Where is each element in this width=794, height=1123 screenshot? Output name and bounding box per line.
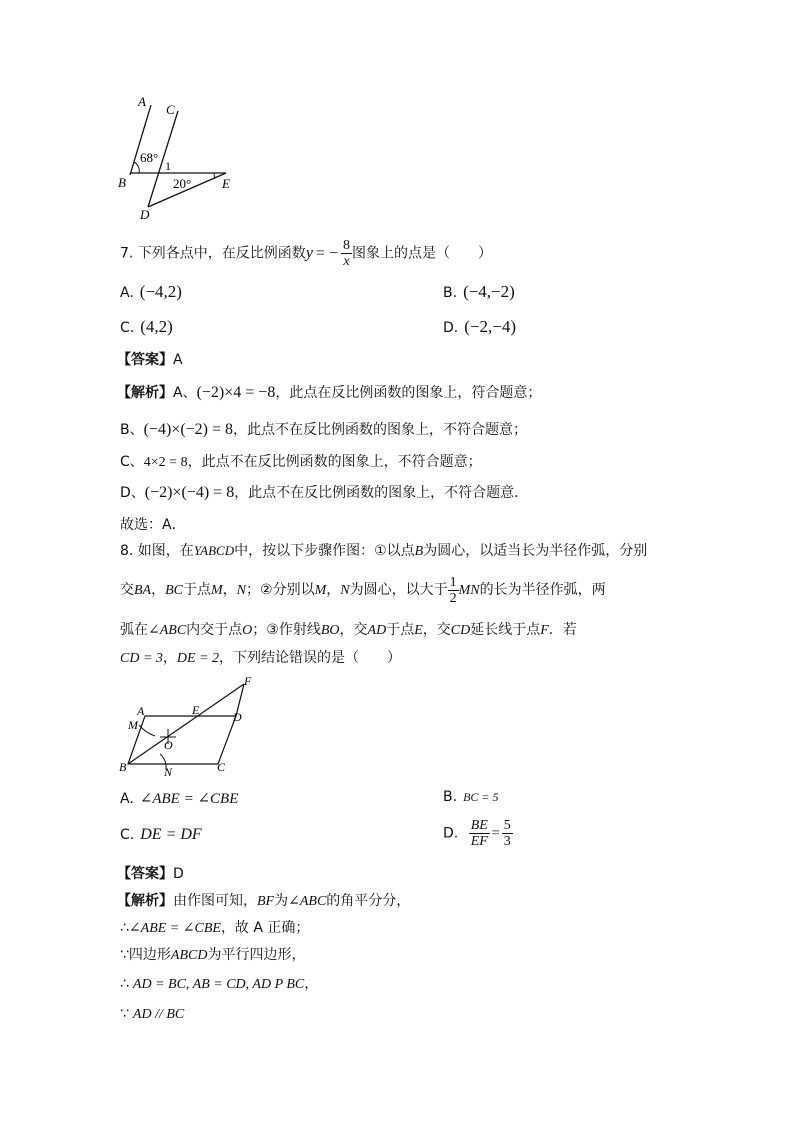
q8-analysis-line-2: ∴∠ABE = ∠CBE，故 A 正确； bbox=[120, 920, 310, 936]
q8-analysis-line-3: ∵四边形ABCD为平行四边形， bbox=[120, 947, 306, 963]
label-C: C bbox=[217, 760, 226, 774]
label-F: F bbox=[244, 674, 252, 688]
q7-conclusion: 故选：A． bbox=[120, 517, 186, 533]
label-D: D bbox=[233, 710, 242, 724]
q7-analysis-line-1: 【解析】A、(−2)×4 = −8，此点在反比例函数的图象上，符合题意； bbox=[117, 384, 542, 401]
ray-BF bbox=[128, 684, 244, 764]
q8-option-a[interactable]: A. ∠ABE = ∠CBE bbox=[120, 791, 239, 807]
q8-analysis-line-5: ∵ AD // BC bbox=[120, 1006, 185, 1022]
label-O: O bbox=[164, 738, 173, 752]
q7-option-b[interactable]: B. (−4,−2) bbox=[443, 282, 515, 301]
q8-option-b[interactable]: B. BC = 5 bbox=[443, 789, 499, 805]
label-angle-68: 68° bbox=[140, 150, 159, 165]
q7-stem: 7. 下列各点中，在反比例函数y = − $\frac{8}{x}$ 图象上的点是（ ） bbox=[120, 238, 492, 269]
figure-angle-diagram bbox=[110, 92, 250, 222]
label-C: C bbox=[166, 102, 175, 117]
label-B: B bbox=[119, 760, 127, 774]
label-A: A bbox=[137, 704, 145, 718]
q8-analysis-line-1: 【解析】由作图可知，BF为∠ABC的角平分分， bbox=[117, 893, 411, 909]
q7-analysis-line-2: B、(−4)×(−2) = 8，此点不在反比例函数的图象上，不符合题意； bbox=[120, 421, 528, 438]
q8-option-d-fraction-left: $\frac{BE}{EF}$ bbox=[470, 818, 488, 849]
label-E: E bbox=[192, 703, 200, 717]
label-E: E bbox=[222, 176, 230, 191]
q8-half-fraction: $\frac{1}{2}$ bbox=[449, 574, 457, 606]
q8-answer: 【答案】D bbox=[117, 866, 184, 882]
q8-stem-line-3: 弧在∠ABC内交于点O；③作射线BO，交AD于点E，交CD延长线于点F．若 bbox=[120, 622, 577, 638]
q8-option-d-fraction-right: $\frac{5}{3}$ bbox=[503, 818, 511, 849]
q7-func-y: y bbox=[305, 244, 313, 262]
label-B: B bbox=[118, 175, 126, 190]
label-A: A bbox=[138, 94, 146, 109]
label-angle-20: 20° bbox=[173, 176, 192, 191]
label-1: 1 bbox=[165, 159, 171, 173]
q7-analysis-line-4: D、(−2)×(−4) = 8，此点不在反比例函数的图象上，不符合题意． bbox=[120, 484, 529, 501]
angle-arc-E bbox=[214, 173, 215, 178]
figure-parallelogram bbox=[112, 672, 264, 784]
label-N: N bbox=[164, 765, 173, 779]
q8-stem-line-4: CD = 3，DE = 2，下列结论错误的是（ ） bbox=[120, 650, 402, 666]
q8-stem-line-2: 交BA，BC于点M，N；②分别以M，N为圆心，以大于 $\frac{1}{2}$ MN的长为半径作弧，两 bbox=[120, 574, 606, 606]
q8-analysis-line-4: ∴ AD = BC, AB = CD, AD P BC， bbox=[120, 976, 319, 992]
q7-func-eq: = − bbox=[315, 244, 338, 262]
angle-arc-B bbox=[134, 162, 139, 173]
q7-answer: 【答案】A bbox=[117, 352, 183, 368]
label-M: M bbox=[128, 718, 138, 732]
q7-option-a[interactable]: A. (−4,2) bbox=[120, 282, 182, 301]
q8-stem-line-1: 8. 如图，在YABCD中，按以下步骤作图：①以点B为圆心，以适当长为半径作弧，分别 bbox=[120, 543, 648, 559]
q7-option-d[interactable]: D. (−2,−4) bbox=[443, 317, 516, 336]
q8-option-c[interactable]: C. DE = DF bbox=[120, 826, 202, 843]
parallelogram-ABCD bbox=[128, 716, 236, 764]
q7-fraction: $\frac{8}{x}$ bbox=[342, 238, 350, 269]
q7-option-c[interactable]: C. (4,2) bbox=[120, 317, 173, 336]
q7-analysis-line-3: C、4×2 = 8，此点不在反比例函数的图象上，不符合题意； bbox=[120, 454, 482, 470]
q8-option-d[interactable]: D. $\frac{BE}{EF}$ = $\frac{5}{3}$ bbox=[443, 818, 511, 849]
label-D: D bbox=[140, 207, 150, 222]
